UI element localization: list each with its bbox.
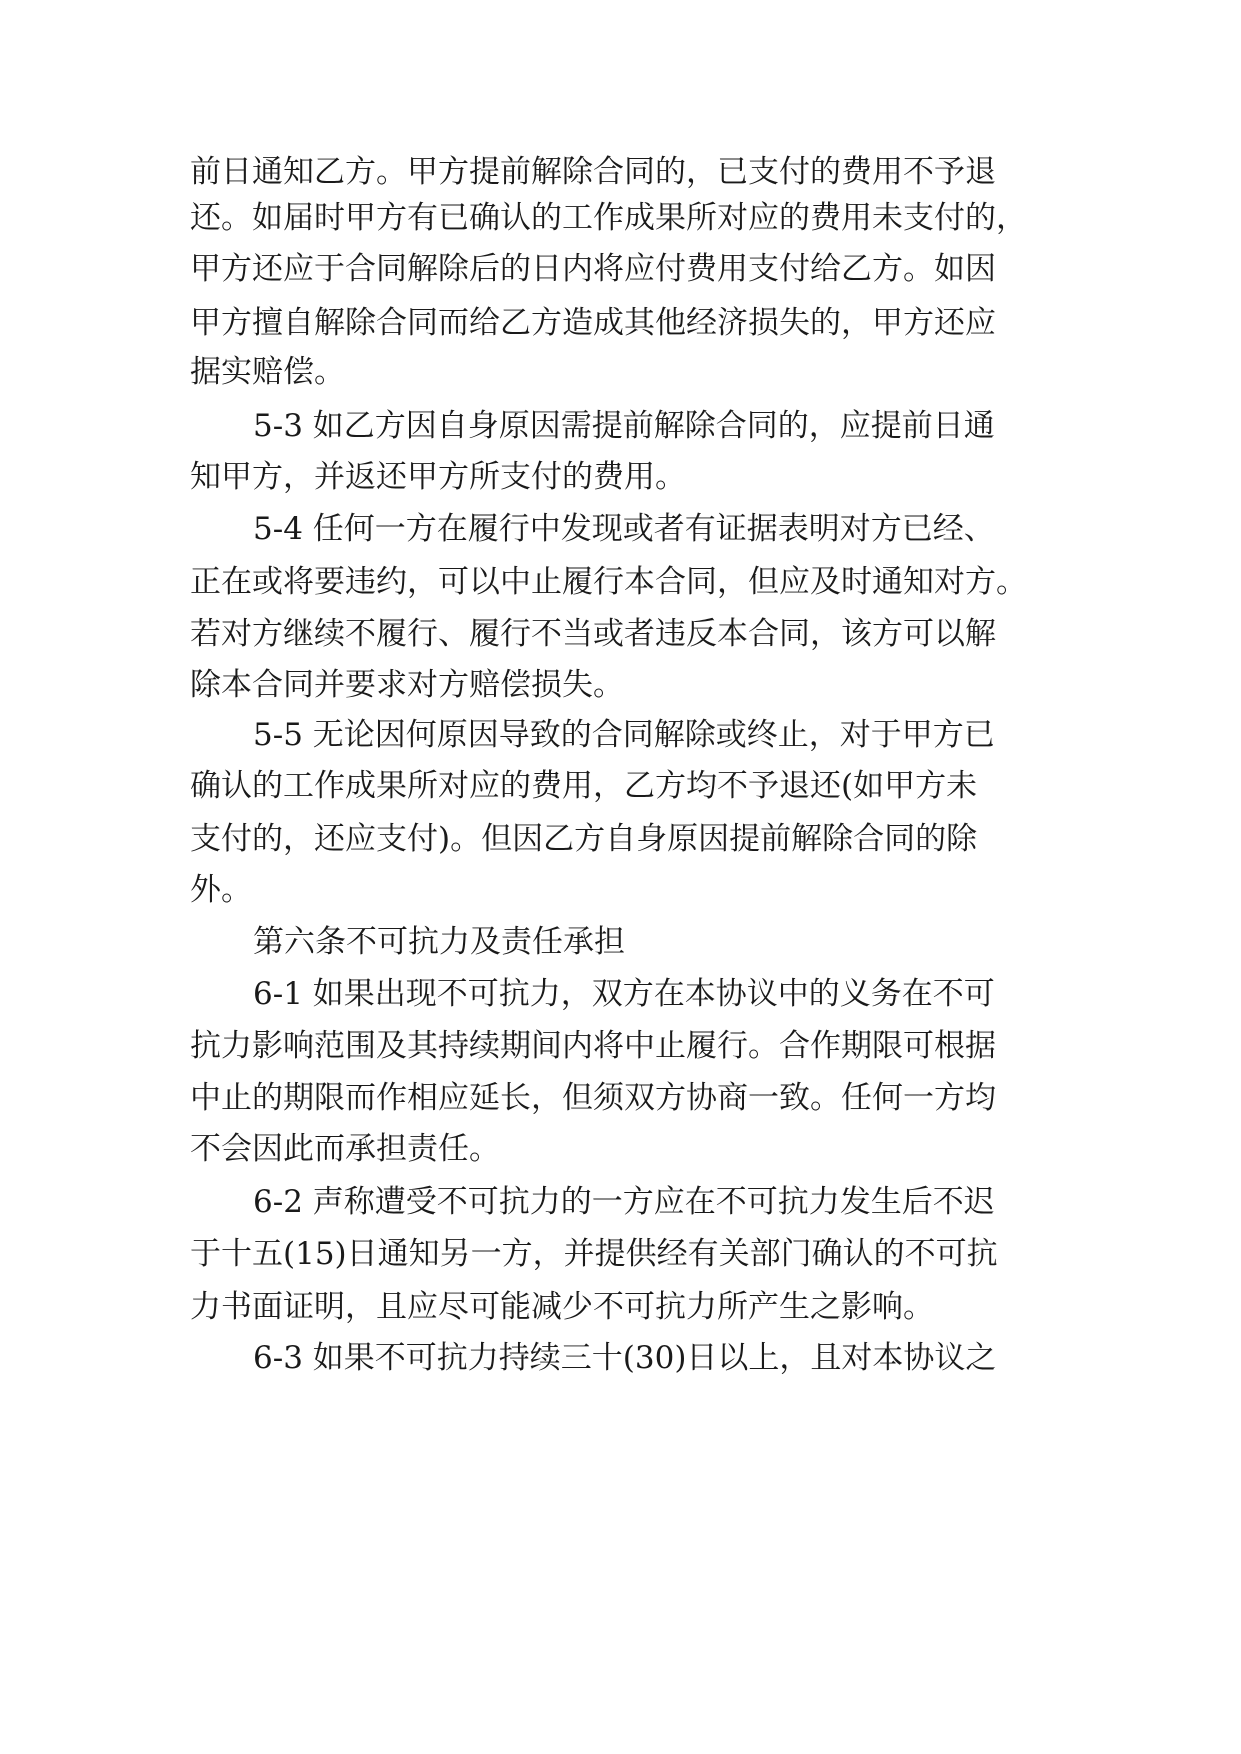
text-line: 甲方擅自解除合同而给乙方造成其他经济损失的，甲方还应 (190, 305, 996, 341)
text-line: 前日通知乙方。甲方提前解除合同的，已支付的费用不予退 (190, 154, 996, 190)
text-line: 力书面证明，且应尽可能减少不可抗力所产生之影响。 (190, 1289, 934, 1325)
text-line: 外。 (190, 872, 252, 908)
text-line: 据实赔偿。 (190, 354, 345, 390)
text-line: 中止的期限而作相应延长，但须双方协商一致。任何一方均 (190, 1080, 996, 1116)
text-line: 若对方继续不履行、履行不当或者违反本合同，该方可以解 (190, 616, 996, 652)
paragraph-5-4-start: 5-4 任何一方在履行中发现或者有证据表明对方已经、 (253, 511, 995, 547)
text-line: 支付的，还应支付)。但因乙方自身原因提前解除合同的除 (190, 821, 978, 857)
text-line: 知甲方，并返还甲方所支付的费用。 (190, 459, 686, 495)
paragraph-5-5-start: 5-5 无论因何原因导致的合同解除或终止，对于甲方已 (253, 717, 995, 753)
text-line: 不会因此而承担责任。 (190, 1131, 500, 1167)
paragraph-5-3-start: 5-3 如乙方因自身原因需提前解除合同的，应提前日通 (253, 408, 995, 444)
section-heading-article-6: 第六条不可抗力及责任承担 (253, 924, 625, 960)
text-line: 甲方还应于合同解除后的日内将应付费用支付给乙方。如因 (190, 251, 996, 287)
paragraph-6-3-start: 6-3 如果不可抗力持续三十(30)日以上，且对本协议之 (253, 1340, 997, 1376)
text-line: 于十五(15)日通知另一方，并提供经有关部门确认的不可抗 (190, 1236, 998, 1272)
text-line: 正在或将要违约，可以中止履行本合同，但应及时通知对方。 (190, 564, 1027, 600)
text-line: 确认的工作成果所对应的费用，乙方均不予退还(如甲方未 (190, 768, 978, 804)
paragraph-6-1-start: 6-1 如果出现不可抗力，双方在本协议中的义务在不可 (253, 976, 995, 1012)
text-line: 抗力影响范围及其持续期间内将中止履行。合作期限可根据 (190, 1028, 996, 1064)
text-line: 还。如届时甲方有已确认的工作成果所对应的费用未支付的， (190, 200, 1027, 236)
paragraph-6-2-start: 6-2 声称遭受不可抗力的一方应在不可抗力发生后不迟 (253, 1184, 995, 1220)
text-line: 除本合同并要求对方赔偿损失。 (190, 667, 624, 703)
